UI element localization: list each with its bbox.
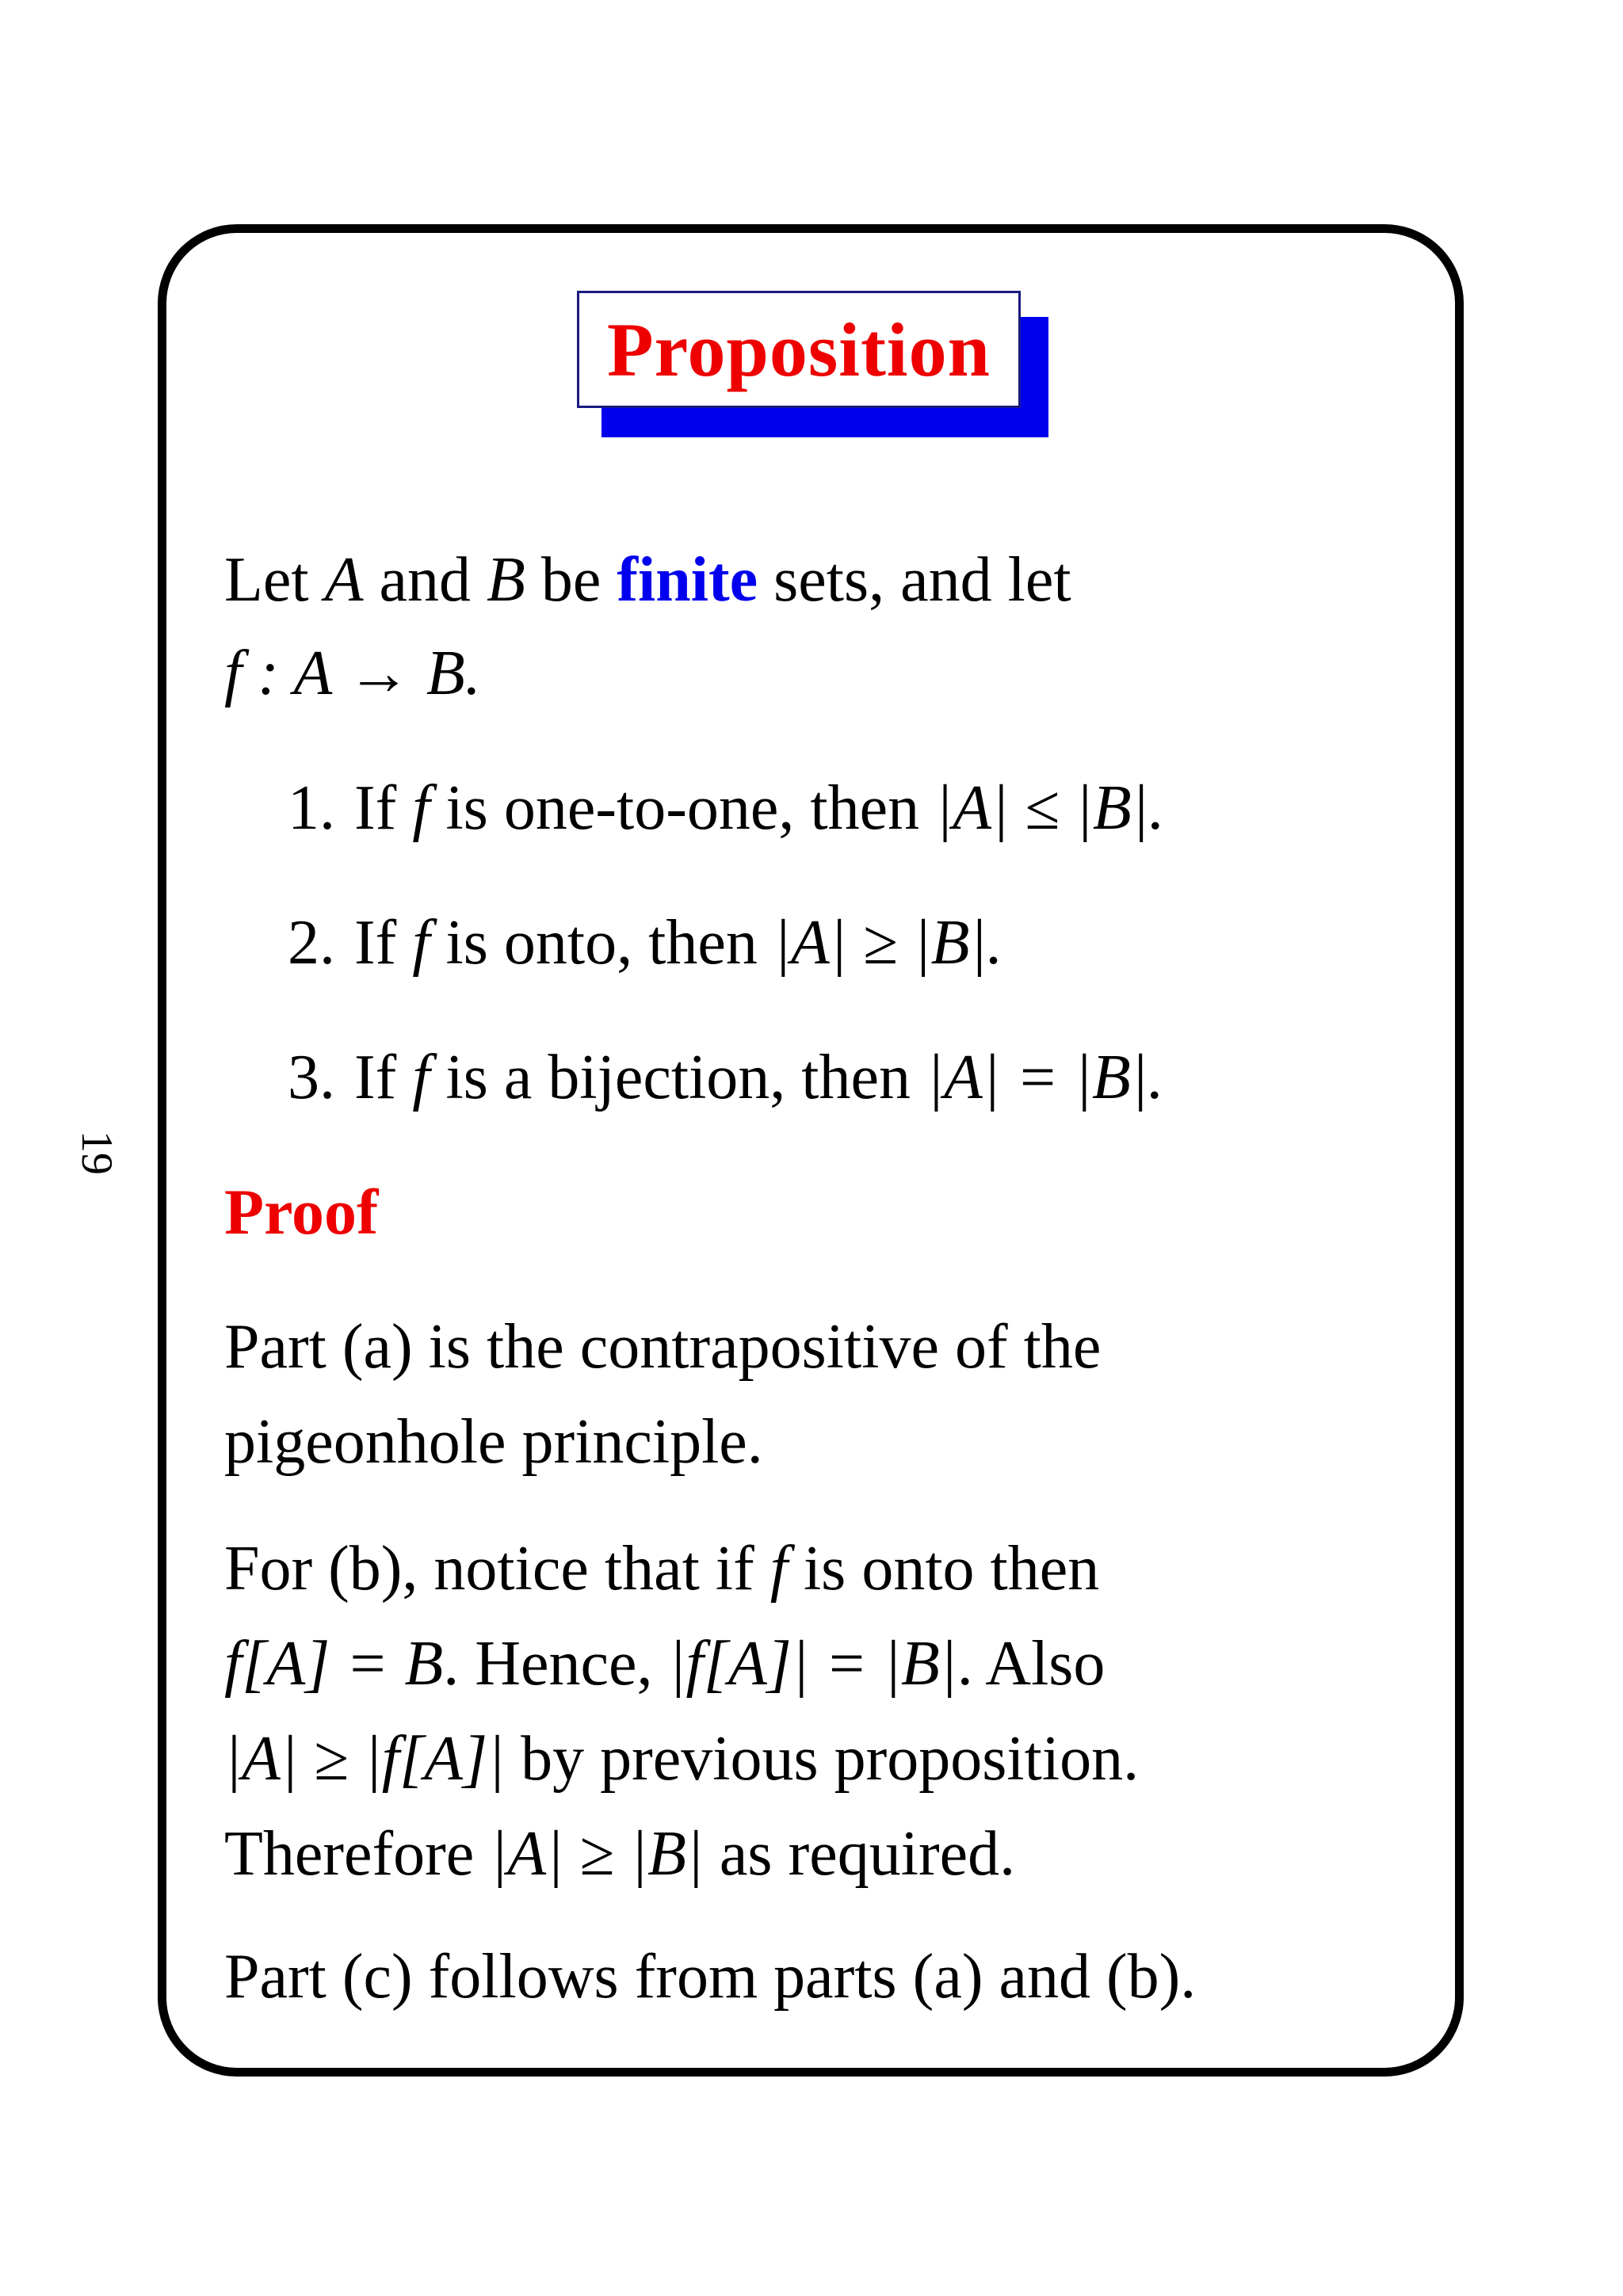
list-item-text: If [354, 1043, 397, 1112]
proof-text: by previous proposition. [521, 1724, 1140, 1794]
statement-line-2: f : A → B. [224, 639, 481, 708]
list-item-math: |A| ≤ |B|. [935, 773, 1165, 843]
proof-para2-line4 [224, 1814, 1015, 1894]
proof-text: . Hence, [443, 1629, 653, 1699]
list-item-text: If [354, 908, 397, 978]
statement-line-1 [224, 540, 1071, 620]
proof-para1-line1: Part (a) is the contrapositive of the [224, 1312, 1102, 1382]
slide-title: Proposition [577, 291, 1021, 408]
math-var-f: f [769, 1534, 788, 1604]
statement-text: Let [224, 545, 309, 615]
math-var-f: f [412, 1043, 430, 1112]
proof-text: . Also [957, 1629, 1106, 1699]
finite-keyword: finite [617, 545, 758, 615]
proof-heading: Proof [224, 1176, 379, 1248]
list-item-text: is a bijection, then [445, 1043, 911, 1112]
proof-para2-line3 [224, 1719, 1139, 1798]
proof-para1-line2: pigeonhole principle. [224, 1407, 763, 1477]
list-item-math: |A| ≥ |B|. [773, 908, 1003, 978]
proof-text: is onto then [803, 1534, 1100, 1604]
proof-text: For (b), notice that if [224, 1534, 754, 1604]
list-item [256, 769, 1165, 848]
proof-math: |A| ≥ |f[A]| [224, 1724, 506, 1794]
list-item [256, 1038, 1164, 1117]
proof-math: |f[A]| = |B| [668, 1629, 957, 1699]
list-item-text: is one-to-one, then [445, 773, 920, 843]
slide-frame [158, 224, 1464, 2077]
list-item-number: 2. [288, 908, 335, 978]
proof-math: f[A] = B [224, 1629, 444, 1699]
statement-text: and [379, 545, 471, 615]
math-var-f: f [412, 908, 430, 978]
title-box [577, 291, 1050, 437]
proof-para2-line2 [224, 1624, 1105, 1703]
list-item-math: |A| = |B|. [926, 1043, 1164, 1112]
proof-text: as required. [719, 1819, 1016, 1889]
list-item-text: is onto, then [445, 908, 758, 978]
statement-text: sets, and let [773, 545, 1071, 615]
page-number: 19 [72, 1131, 121, 1175]
proof-para3: Part (c) follows from parts (a) and (b). [224, 1942, 1197, 2012]
proof-text: Therefore [224, 1819, 475, 1889]
math-var-f: f [412, 773, 430, 843]
statement-text: be [540, 545, 601, 615]
proof-math: |A| ≥ |B| [490, 1819, 704, 1889]
proof-para2-line1 [224, 1529, 1099, 1608]
list-item [256, 903, 1002, 982]
math-var-A: A [324, 545, 364, 615]
math-var-B: B [487, 545, 525, 615]
list-item-number: 1. [288, 773, 335, 843]
list-item-number: 3. [288, 1043, 335, 1112]
list-item-text: If [354, 773, 397, 843]
